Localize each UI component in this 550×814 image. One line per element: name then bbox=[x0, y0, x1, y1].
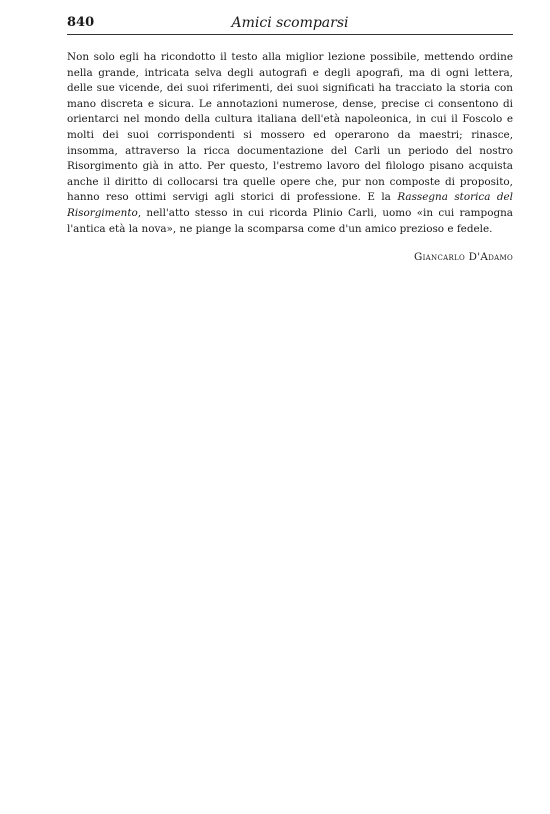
page-number: 840 bbox=[67, 15, 95, 30]
body-paragraph bbox=[67, 50, 513, 237]
running-title: Amici scomparsi bbox=[231, 15, 349, 31]
paragraph-text-end: , nell'atto stesso in cui ricorda Plinio Carli, uomo «in cui rampogna l'antica età la nova», ne piange la scomparsa come d'un amico prezioso e fedele. bbox=[67, 206, 513, 235]
header-rule bbox=[67, 34, 513, 35]
journal-title: Rassegna storica del Risorgimento bbox=[67, 191, 513, 219]
author-signature: Giancarlo D'Adamo bbox=[414, 251, 513, 264]
running-head bbox=[67, 12, 513, 34]
paragraph-text-start: Non solo egli ha ricondotto il testo alla miglior lezione possibile, mettendo ordine nella grande, intricata selva degli autografi e degli apografi, ma di ogni lettera, delle sue vicende, dei suoi riferimenti, dei suoi significati ha tracciato la storia con mano discreta e sicura. Le annotazioni numerose, dense, precise ci consentono di orientarci nel mondo della cultura italiana dell'età napoleonica, in cui il Foscolo e molti dei suoi corrispondenti si mossero ed operarono da maestri; rinasce, insomma, attraverso la ricca documentazione del Carli un periodo del nostro Risorgimento già in atto. Per questo, l'estremo lavoro del filologo pisano acquista anche il diritto di collocarsi tra quelle opere che, pur non composte di proposito, hanno reso ottimi servigi agli storici di professione. E la bbox=[67, 51, 513, 204]
page bbox=[67, 12, 513, 263]
